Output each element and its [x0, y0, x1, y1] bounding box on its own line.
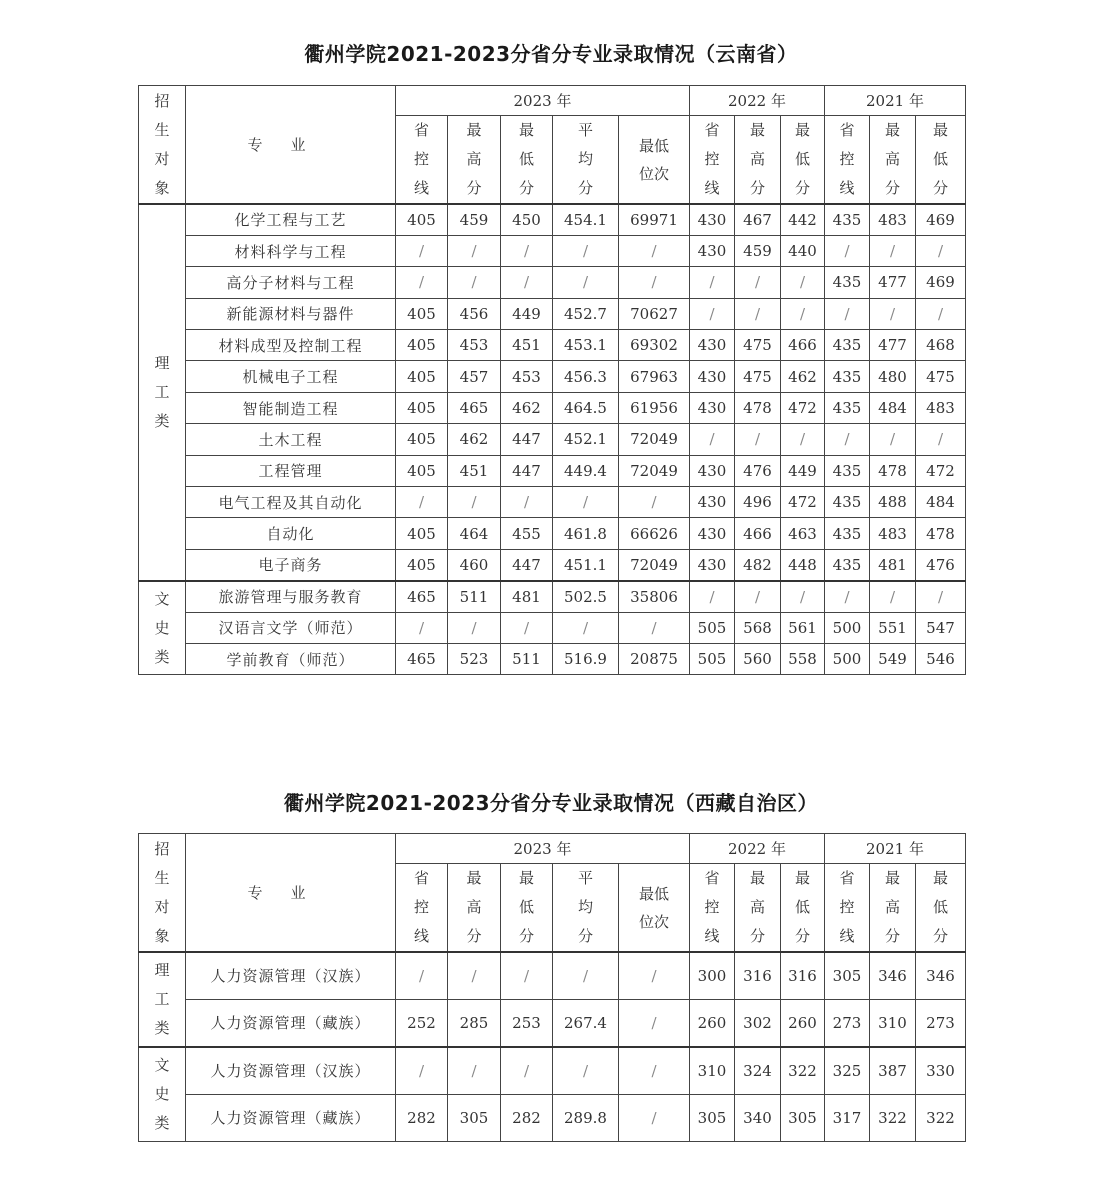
major-name-cell: 电气工程及其自动化 [186, 487, 396, 518]
score-cell: 465 [396, 581, 448, 612]
score-cell: 456.3 [553, 361, 619, 392]
score-cell: 435 [825, 487, 870, 518]
score-cell: / [781, 267, 825, 298]
score-cell: 70627 [619, 298, 690, 329]
score-cell: / [553, 487, 619, 518]
major-name-cell: 汉语言文学（师范） [186, 612, 396, 643]
score-cell: / [916, 424, 966, 455]
score-cell: 325 [825, 1047, 870, 1094]
score-cell: / [735, 424, 781, 455]
score-cell: 405 [396, 204, 448, 235]
score-cell: / [501, 235, 553, 266]
score-cell: 454.1 [553, 204, 619, 235]
score-cell: 476 [735, 455, 781, 486]
score-cell: 549 [870, 643, 916, 674]
score-cell: 305 [690, 1094, 735, 1141]
score-cell: 322 [781, 1047, 825, 1094]
score-cell: 464 [448, 518, 501, 549]
score-cell: 430 [690, 204, 735, 235]
score-cell: 435 [825, 549, 870, 580]
score-cell: / [619, 267, 690, 298]
score-cell: 435 [825, 361, 870, 392]
score-cell: / [825, 235, 870, 266]
score-cell: 387 [870, 1047, 916, 1094]
major-name-cell: 材料科学与工程 [186, 235, 396, 266]
score-cell: / [448, 235, 501, 266]
score-cell: 475 [916, 361, 966, 392]
score-cell: 282 [396, 1094, 448, 1141]
score-cell: 405 [396, 298, 448, 329]
score-cell: 463 [781, 518, 825, 549]
score-cell: 449 [781, 455, 825, 486]
score-cell: 511 [448, 581, 501, 612]
score-cell: 430 [690, 455, 735, 486]
major-name-cell: 高分子材料与工程 [186, 267, 396, 298]
score-cell: 322 [916, 1094, 966, 1141]
score-cell: 435 [825, 518, 870, 549]
header-year-2023: 2023 年 [396, 834, 690, 864]
table-row [139, 424, 966, 455]
score-cell: 285 [448, 999, 501, 1046]
yunnan-admission-table [138, 85, 966, 675]
table-row [139, 1047, 966, 1094]
score-cell: 430 [690, 392, 735, 423]
score-cell: 561 [781, 612, 825, 643]
yunnan-table-title: 衢州学院2021-2023分省分专业录取情况（云南省） [304, 42, 798, 66]
table-row [139, 581, 966, 612]
header-metric-cols_2022-2: 最 低 分 [781, 116, 825, 205]
score-cell: / [619, 487, 690, 518]
score-cell: / [781, 298, 825, 329]
header-metric-cols_2021-1: 最 高 分 [870, 116, 916, 205]
table-row [139, 549, 966, 580]
score-cell: / [619, 1094, 690, 1141]
score-cell: 430 [690, 361, 735, 392]
score-cell: / [916, 581, 966, 612]
score-cell: 516.9 [553, 643, 619, 674]
score-cell: / [553, 267, 619, 298]
score-cell: 72049 [619, 424, 690, 455]
xizang-table-title: 衢州学院2021-2023分省分专业录取情况（西藏自治区） [283, 791, 819, 815]
major-name-cell: 材料成型及控制工程 [186, 330, 396, 361]
score-cell: 476 [916, 549, 966, 580]
score-cell: 310 [690, 1047, 735, 1094]
header-metric-cols_2023-1: 最 高 分 [448, 116, 501, 205]
score-cell: 67963 [619, 361, 690, 392]
header-year-row [139, 834, 966, 864]
header-category-cell: 招 生 对 象 [139, 86, 186, 205]
header-metric-cols_2021-2: 最 低 分 [916, 864, 966, 953]
score-cell: / [501, 487, 553, 518]
major-name-cell: 人力资源管理（藏族） [186, 999, 396, 1046]
score-cell: 568 [735, 612, 781, 643]
category-cell: 文 史 类 [139, 581, 186, 675]
score-cell: 405 [396, 330, 448, 361]
score-cell: 300 [690, 952, 735, 999]
score-cell: 430 [690, 518, 735, 549]
header-metric-cols_2022-1: 最 高 分 [735, 864, 781, 953]
score-cell: 484 [916, 487, 966, 518]
category-cell: 理 工 类 [139, 204, 186, 581]
score-cell: 66626 [619, 518, 690, 549]
score-cell: 462 [448, 424, 501, 455]
table-row [139, 643, 966, 674]
score-cell: / [916, 235, 966, 266]
score-cell: 459 [448, 204, 501, 235]
score-cell: 273 [825, 999, 870, 1046]
major-name-cell: 人力资源管理（藏族） [186, 1094, 396, 1141]
score-cell: 430 [690, 330, 735, 361]
table-row [139, 235, 966, 266]
major-name-cell: 工程管理 [186, 455, 396, 486]
score-cell: 547 [916, 612, 966, 643]
score-cell: 496 [735, 487, 781, 518]
score-cell: 455 [501, 518, 553, 549]
score-cell: 459 [735, 235, 781, 266]
table-row [139, 204, 966, 235]
score-cell: 453 [501, 361, 553, 392]
score-cell: 260 [781, 999, 825, 1046]
category-cell: 理 工 类 [139, 952, 186, 1047]
score-cell: 72049 [619, 549, 690, 580]
score-cell: 482 [735, 549, 781, 580]
score-cell: 472 [781, 487, 825, 518]
score-cell: 472 [916, 455, 966, 486]
score-cell: 511 [501, 643, 553, 674]
header-metric-cols_2021-0: 省 控 线 [825, 116, 870, 205]
score-cell: 305 [448, 1094, 501, 1141]
score-cell: 477 [870, 267, 916, 298]
score-cell: / [916, 298, 966, 329]
score-cell: 69302 [619, 330, 690, 361]
major-name-cell: 土木工程 [186, 424, 396, 455]
score-cell: / [396, 612, 448, 643]
major-name-cell: 人力资源管理（汉族） [186, 1047, 396, 1094]
header-metric-cols_2023-3: 平 均 分 [553, 864, 619, 953]
score-cell: / [501, 1047, 553, 1094]
score-cell: / [553, 235, 619, 266]
category-cell: 文 史 类 [139, 1047, 186, 1142]
table-row [139, 1094, 966, 1141]
score-cell: / [690, 424, 735, 455]
score-cell: 483 [916, 392, 966, 423]
score-cell: 481 [501, 581, 553, 612]
score-cell: 472 [781, 392, 825, 423]
table-row [139, 267, 966, 298]
score-cell: 442 [781, 204, 825, 235]
table-row [139, 612, 966, 643]
score-cell: / [501, 952, 553, 999]
header-metric-cols_2023-2: 最 低 分 [501, 864, 553, 953]
major-name-cell: 学前教育（师范） [186, 643, 396, 674]
header-year-2022: 2022 年 [690, 834, 825, 864]
table-row [139, 298, 966, 329]
major-name-cell: 电子商务 [186, 549, 396, 580]
score-cell: 453.1 [553, 330, 619, 361]
header-year-row [139, 86, 966, 116]
score-cell: 346 [916, 952, 966, 999]
header-year-2021: 2021 年 [825, 834, 966, 864]
table-row [139, 330, 966, 361]
major-name-cell: 自动化 [186, 518, 396, 549]
score-cell: 477 [870, 330, 916, 361]
score-cell: 502.5 [553, 581, 619, 612]
score-cell: 475 [735, 361, 781, 392]
score-cell: 305 [825, 952, 870, 999]
score-cell: / [870, 298, 916, 329]
major-name-cell: 智能制造工程 [186, 392, 396, 423]
score-cell: 449.4 [553, 455, 619, 486]
table-row [139, 518, 966, 549]
score-cell: 480 [870, 361, 916, 392]
score-cell: 466 [781, 330, 825, 361]
score-cell: 405 [396, 549, 448, 580]
score-cell: 405 [396, 361, 448, 392]
score-cell: / [619, 999, 690, 1046]
header-metric-cols_2021-2: 最 低 分 [916, 116, 966, 205]
score-cell: 560 [735, 643, 781, 674]
score-cell: / [870, 581, 916, 612]
score-cell: 316 [781, 952, 825, 999]
header-metric-cols_2023-4: 最低 位次 [619, 864, 690, 953]
score-cell: / [448, 1047, 501, 1094]
score-cell: 430 [690, 235, 735, 266]
score-cell: 464.5 [553, 392, 619, 423]
score-cell: / [448, 612, 501, 643]
score-cell: / [781, 424, 825, 455]
score-cell: 435 [825, 204, 870, 235]
score-cell: / [690, 267, 735, 298]
header-metric-cols_2023-4: 最低 位次 [619, 116, 690, 205]
score-cell: / [825, 298, 870, 329]
score-cell: 253 [501, 999, 553, 1046]
score-cell: / [396, 952, 448, 999]
score-cell: 467 [735, 204, 781, 235]
score-cell: 500 [825, 643, 870, 674]
xizang-admission-table [138, 833, 966, 1142]
score-cell: 478 [916, 518, 966, 549]
score-cell: / [690, 581, 735, 612]
score-cell: / [690, 298, 735, 329]
score-cell: / [619, 952, 690, 999]
score-cell: 546 [916, 643, 966, 674]
major-name-cell: 机械电子工程 [186, 361, 396, 392]
score-cell: 451 [448, 455, 501, 486]
score-cell: 465 [448, 392, 501, 423]
score-cell: 69971 [619, 204, 690, 235]
score-cell: 260 [690, 999, 735, 1046]
header-major-cell: 专业 [186, 834, 396, 953]
score-cell: 475 [735, 330, 781, 361]
header-metric-cols_2021-0: 省 控 线 [825, 864, 870, 953]
score-cell: / [825, 424, 870, 455]
header-metric-cols_2023-2: 最 低 分 [501, 116, 553, 205]
header-metric-cols_2022-2: 最 低 分 [781, 864, 825, 953]
score-cell: 447 [501, 424, 553, 455]
score-cell: / [735, 267, 781, 298]
score-cell: 316 [735, 952, 781, 999]
score-cell: 450 [501, 204, 553, 235]
score-cell: 20875 [619, 643, 690, 674]
score-cell: / [448, 952, 501, 999]
score-cell: / [781, 581, 825, 612]
score-cell: 452.7 [553, 298, 619, 329]
score-cell: 405 [396, 392, 448, 423]
score-cell: 478 [735, 392, 781, 423]
score-cell: 317 [825, 1094, 870, 1141]
score-cell: / [396, 1047, 448, 1094]
score-cell: 35806 [619, 581, 690, 612]
score-cell: 468 [916, 330, 966, 361]
score-cell: 481 [870, 549, 916, 580]
score-cell: 469 [916, 267, 966, 298]
score-cell: / [619, 612, 690, 643]
score-cell: / [825, 581, 870, 612]
score-cell: / [870, 235, 916, 266]
table-row [139, 999, 966, 1046]
score-cell: 466 [735, 518, 781, 549]
score-cell: 457 [448, 361, 501, 392]
score-cell: 484 [870, 392, 916, 423]
score-cell: 456 [448, 298, 501, 329]
score-cell: 310 [870, 999, 916, 1046]
score-cell: 330 [916, 1047, 966, 1094]
score-cell: / [396, 235, 448, 266]
score-cell: 551 [870, 612, 916, 643]
score-cell: 449 [501, 298, 553, 329]
score-cell: 462 [501, 392, 553, 423]
score-cell: 488 [870, 487, 916, 518]
score-cell: 483 [870, 204, 916, 235]
score-cell: 447 [501, 549, 553, 580]
score-cell: / [735, 581, 781, 612]
score-cell: 322 [870, 1094, 916, 1141]
score-cell: 302 [735, 999, 781, 1046]
score-cell: 452.1 [553, 424, 619, 455]
score-cell: 469 [916, 204, 966, 235]
major-name-cell: 人力资源管理（汉族） [186, 952, 396, 999]
score-cell: 451.1 [553, 549, 619, 580]
major-name-cell: 新能源材料与器件 [186, 298, 396, 329]
score-cell: 324 [735, 1047, 781, 1094]
score-cell: 289.8 [553, 1094, 619, 1141]
score-cell: 305 [781, 1094, 825, 1141]
table-row [139, 361, 966, 392]
score-cell: / [396, 487, 448, 518]
score-cell: 453 [448, 330, 501, 361]
header-metric-cols_2022-0: 省 控 线 [690, 864, 735, 953]
score-cell: 483 [870, 518, 916, 549]
score-cell: 405 [396, 455, 448, 486]
score-cell: 435 [825, 330, 870, 361]
header-metric-cols_2023-0: 省 控 线 [396, 864, 448, 953]
table-row [139, 952, 966, 999]
score-cell: 273 [916, 999, 966, 1046]
score-cell: / [396, 267, 448, 298]
header-metric-cols_2023-3: 平 均 分 [553, 116, 619, 205]
score-cell: 72049 [619, 455, 690, 486]
header-metric-cols_2023-1: 最 高 分 [448, 864, 501, 953]
score-cell: 478 [870, 455, 916, 486]
header-metric-cols_2022-1: 最 高 分 [735, 116, 781, 205]
score-cell: 435 [825, 455, 870, 486]
table-row [139, 455, 966, 486]
score-cell: 440 [781, 235, 825, 266]
score-cell: 460 [448, 549, 501, 580]
score-cell: / [870, 424, 916, 455]
score-cell: / [553, 612, 619, 643]
header-metric-cols_2022-0: 省 控 线 [690, 116, 735, 205]
score-cell: 500 [825, 612, 870, 643]
header-metric-cols_2021-1: 最 高 分 [870, 864, 916, 953]
score-cell: / [553, 1047, 619, 1094]
score-cell: 346 [870, 952, 916, 999]
header-major-cell: 专业 [186, 86, 396, 205]
score-cell: / [619, 1047, 690, 1094]
header-year-2023: 2023 年 [396, 86, 690, 116]
score-cell: 405 [396, 424, 448, 455]
header-year-2021: 2021 年 [825, 86, 966, 116]
major-name-cell: 化学工程与工艺 [186, 204, 396, 235]
score-cell: 61956 [619, 392, 690, 423]
score-cell: / [735, 298, 781, 329]
score-cell: 465 [396, 643, 448, 674]
score-cell: / [619, 235, 690, 266]
score-cell: 462 [781, 361, 825, 392]
score-cell: 405 [396, 518, 448, 549]
score-cell: 435 [825, 392, 870, 423]
score-cell: 505 [690, 612, 735, 643]
score-cell: 430 [690, 549, 735, 580]
header-year-2022: 2022 年 [690, 86, 825, 116]
score-cell: 252 [396, 999, 448, 1046]
score-cell: / [448, 267, 501, 298]
score-cell: 267.4 [553, 999, 619, 1046]
score-cell: 447 [501, 455, 553, 486]
table-row [139, 487, 966, 518]
score-cell: 282 [501, 1094, 553, 1141]
header-category-cell: 招 生 对 象 [139, 834, 186, 953]
score-cell: / [448, 487, 501, 518]
score-cell: / [501, 612, 553, 643]
table-row [139, 392, 966, 423]
score-cell: 340 [735, 1094, 781, 1141]
score-cell: / [553, 952, 619, 999]
score-cell: 451 [501, 330, 553, 361]
score-cell: 461.8 [553, 518, 619, 549]
header-metric-cols_2023-0: 省 控 线 [396, 116, 448, 205]
major-name-cell: 旅游管理与服务教育 [186, 581, 396, 612]
score-cell: / [501, 267, 553, 298]
score-cell: 448 [781, 549, 825, 580]
score-cell: 430 [690, 487, 735, 518]
score-cell: 505 [690, 643, 735, 674]
score-cell: 435 [825, 267, 870, 298]
score-cell: 523 [448, 643, 501, 674]
score-cell: 558 [781, 643, 825, 674]
